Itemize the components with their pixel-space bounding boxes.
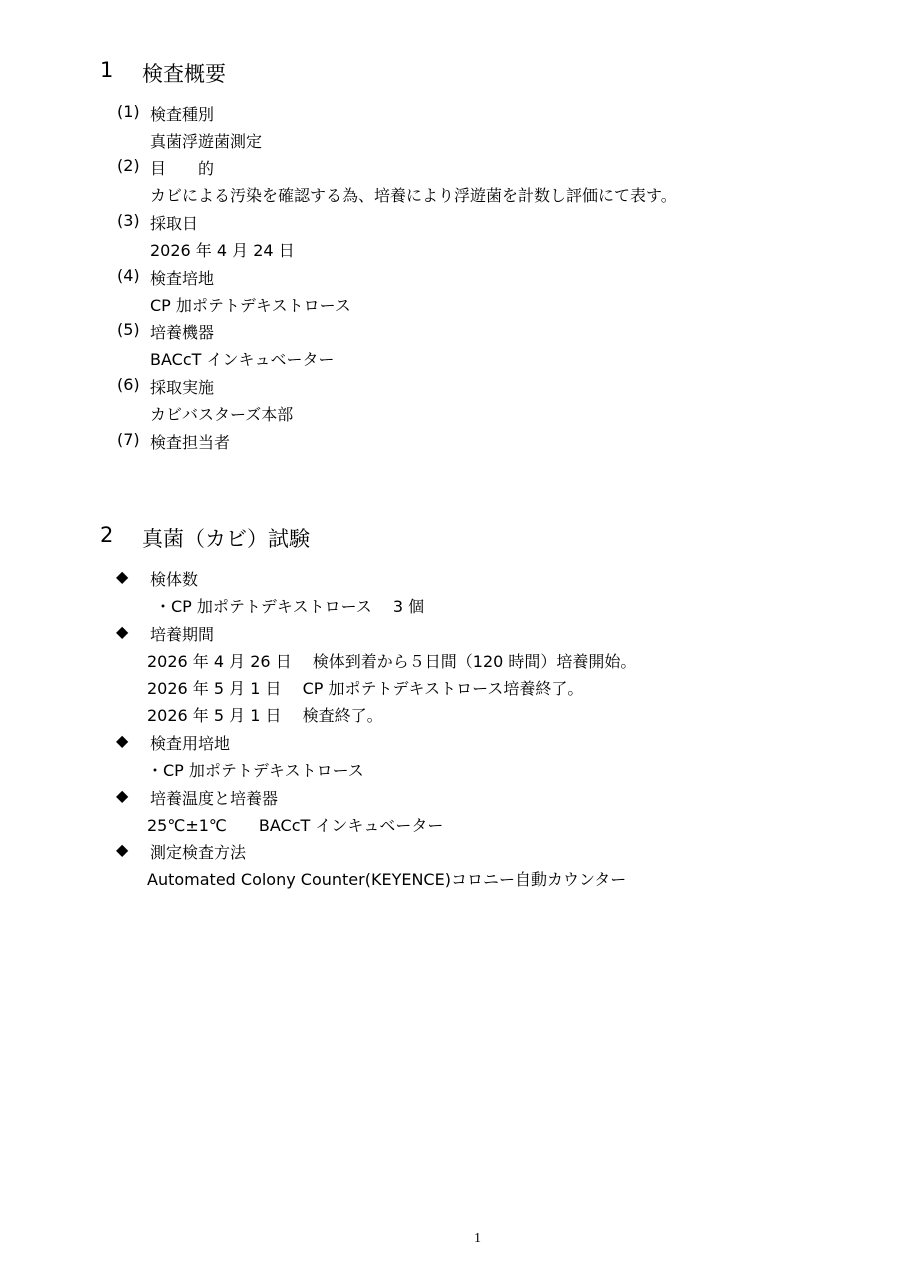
bullet-diamond-icon: ◆ (116, 786, 129, 805)
item-number: (7) (117, 430, 140, 449)
group-label: 測定検査方法 (150, 843, 247, 862)
item-number: (5) (117, 320, 140, 339)
item-value: 真菌浮遊菌測定 (150, 132, 263, 151)
item-value: BACcT インキュベーター (150, 350, 335, 369)
bullet-diamond-icon: ◆ (116, 567, 129, 586)
group-label: 培養期間 (150, 625, 215, 644)
group-line: 25℃±1℃ BACcT インキュベーター (147, 816, 444, 835)
item-value: CP 加ポテトデキストロース (150, 296, 351, 315)
item-number: (6) (117, 375, 140, 394)
section2-heading: 真菌（カビ）試験 (142, 527, 310, 551)
item-number: (4) (117, 266, 140, 285)
group-line: 2026 年 5 月 1 日 CP 加ポテトデキストロース培養終了。 (147, 679, 584, 698)
item-value: 2026 年 4 月 24 日 (150, 241, 295, 260)
item-number: (3) (117, 211, 140, 230)
section2-heading-number: 2 (100, 523, 114, 547)
item-label: 検査培地 (150, 269, 215, 288)
item-label: 採取実施 (150, 378, 215, 397)
item-number: (1) (117, 102, 140, 121)
item-number: (2) (117, 156, 140, 175)
section1-heading: 検査概要 (142, 62, 226, 86)
bullet-diamond-icon: ◆ (116, 731, 129, 750)
item-label: 検査担当者 (150, 433, 231, 452)
item-label: 培養機器 (150, 323, 215, 342)
group-line: ・CP 加ポテトデキストロース 3 個 (155, 597, 425, 616)
section1-heading-number: 1 (100, 58, 114, 82)
page-number: 1 (474, 1231, 481, 1246)
item-label: 目 的 (150, 159, 215, 178)
group-line: 2026 年 4 月 26 日 検体到着から５日間（120 時間）培養開始。 (147, 652, 637, 671)
item-label: 採取日 (150, 214, 199, 233)
group-line: 2026 年 5 月 1 日 検査終了。 (147, 706, 383, 725)
group-line: ・CP 加ポテトデキストロース (147, 761, 364, 780)
group-label: 検体数 (150, 570, 199, 589)
group-line: Automated Colony Counter(KEYENCE)コロニー自動カウンター (147, 870, 627, 889)
item-value: カビによる汚染を確認する為、培養により浮遊菌を計数し評価にて表す。 (150, 186, 677, 205)
item-value: カビバスターズ本部 (150, 405, 294, 424)
bullet-diamond-icon: ◆ (116, 840, 129, 859)
group-label: 培養温度と培養器 (150, 789, 279, 808)
group-label: 検査用培地 (150, 734, 231, 753)
bullet-diamond-icon: ◆ (116, 622, 129, 641)
item-label: 検査種別 (150, 105, 215, 124)
